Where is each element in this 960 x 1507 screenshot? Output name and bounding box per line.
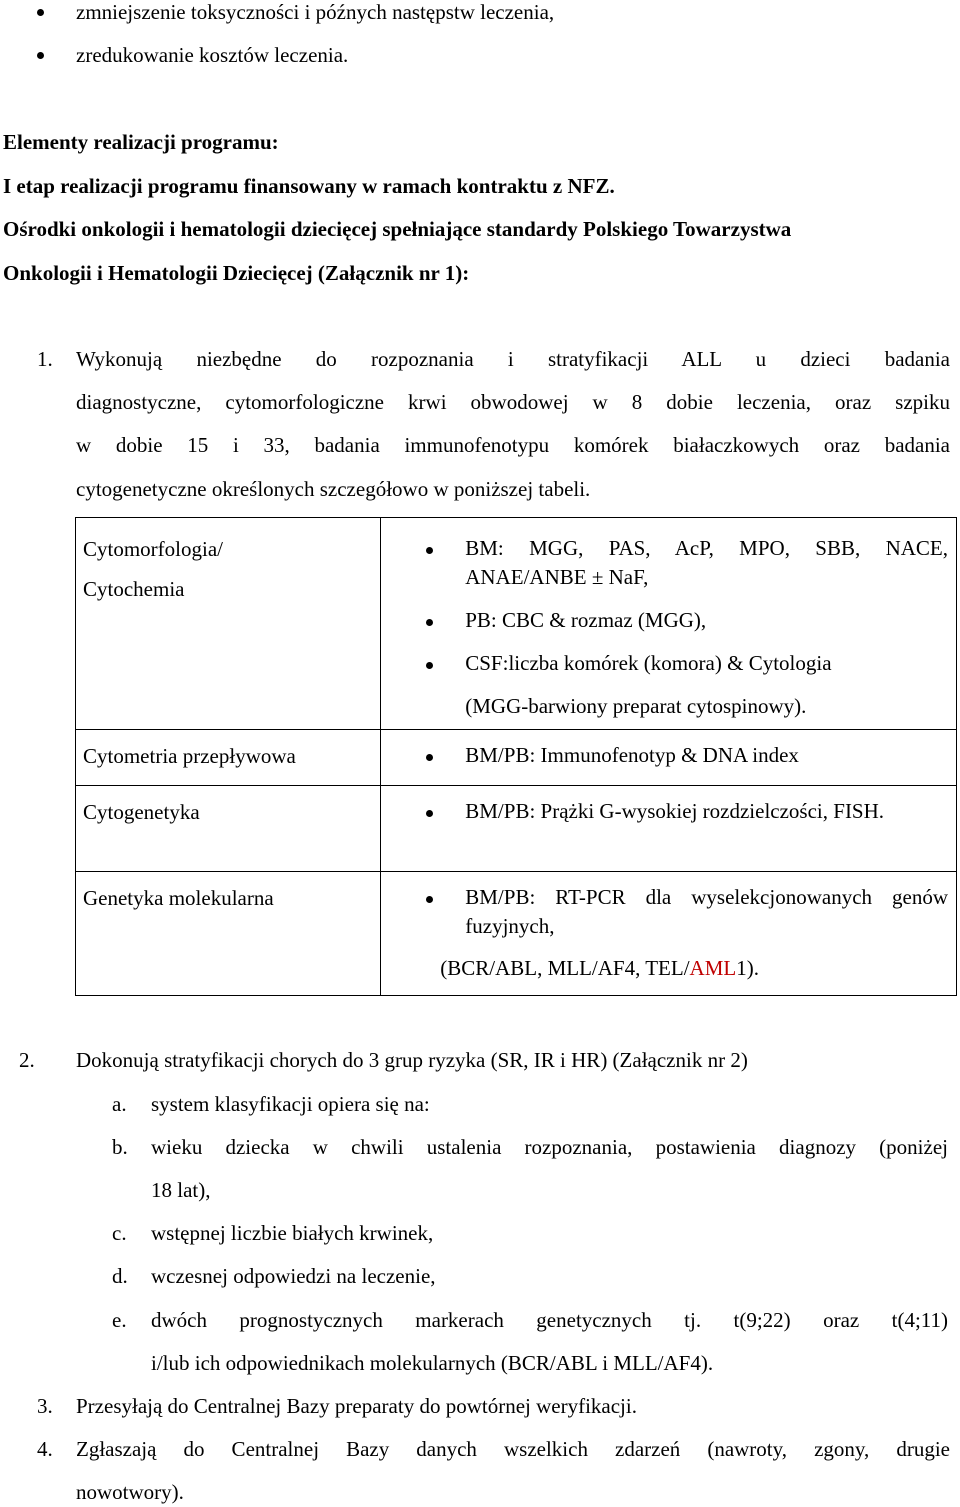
table-label: Cytochemia bbox=[83, 577, 185, 601]
table-label-cell bbox=[76, 786, 381, 872]
sub-item-text: system klasyfikacji opiera się na: bbox=[151, 1092, 430, 1116]
table-label: Cytogenetyka bbox=[83, 800, 200, 824]
stage-line: I etap realizacji programu finansowany w ramach kontraktu z NFZ. bbox=[3, 174, 615, 198]
table-label: Cytometria przepływowa bbox=[83, 744, 296, 768]
sub-item-letter: e. bbox=[112, 1308, 127, 1332]
centers-line-2: Onkologii i Hematologii Dziecięcej (Załącznik nr 1): bbox=[3, 261, 470, 285]
bullet-icon bbox=[426, 662, 433, 669]
item-1-line: w dobie 15 i 33, badania immunofenotypu komórek białaczkowych oraz badania bbox=[76, 433, 950, 457]
table-label-cell bbox=[76, 730, 381, 786]
item-4-text: Zgłaszają do Centralnej Bazy danych wszelkich zdarzeń (nawroty, zgony, drugie bbox=[76, 1437, 950, 1461]
bullet-icon bbox=[37, 9, 44, 16]
item-number: 2. bbox=[19, 1048, 35, 1072]
diagnostics-table bbox=[75, 517, 957, 996]
section-heading: Elementy realizacji programu: bbox=[3, 130, 279, 154]
item-1-line: cytogenetyczne określonych szczegółowo w poniższej tabeli. bbox=[76, 477, 591, 501]
sub-item-text: wstępnej liczbie białych krwinek, bbox=[151, 1221, 434, 1245]
list-item-text: BM: MGG, PAS, AcP, MPO, SBB, NACE, ANAE/ANBE ± NaF, bbox=[465, 536, 948, 589]
bullet-icon bbox=[426, 754, 433, 761]
sub-item-text: wczesnej odpowiedzi na leczenie, bbox=[151, 1264, 436, 1288]
table-label: Genetyka molekularna bbox=[83, 886, 274, 910]
table-row bbox=[76, 872, 957, 996]
sub-item-letter: c. bbox=[112, 1221, 127, 1245]
item-number: 3. bbox=[37, 1394, 53, 1418]
list-item-text: zmniejszenie toksyczności i późnych następstw leczenia, bbox=[76, 0, 555, 24]
item-1-line: Wykonują niezbędne do rozpoznania i stratyfikacji ALL u dzieci badania bbox=[76, 347, 950, 371]
table-label-cell bbox=[76, 518, 381, 730]
item-3-text: Przesyłają do Centralnej Bazy preparaty do powtórnej weryfikacji. bbox=[76, 1394, 637, 1418]
list-item bbox=[381, 649, 956, 678]
list-item bbox=[381, 797, 956, 826]
list-item-text: zredukowanie kosztów leczenia. bbox=[76, 43, 349, 67]
table-row bbox=[76, 730, 957, 786]
sub-item-letter: d. bbox=[112, 1264, 128, 1288]
list-item-text: 1). bbox=[736, 956, 759, 980]
bullet-icon bbox=[426, 896, 433, 903]
list-item-text: (BCR/ABL, MLL/AF4, TEL/ bbox=[440, 956, 690, 980]
table-value-cell bbox=[381, 518, 957, 730]
list-item-text: PB: CBC & rozmaz (MGG), bbox=[465, 608, 707, 632]
table-row bbox=[76, 786, 957, 872]
item-number: 4. bbox=[37, 1437, 53, 1461]
table-row bbox=[76, 518, 957, 730]
table-label: Cytomorfologia/ bbox=[83, 537, 223, 561]
list-item-text: BM/PB: RT-PCR dla wyselekcjonowanych genów fuzyjnych, bbox=[465, 885, 948, 938]
list-item bbox=[381, 883, 956, 941]
sub-item-text: i/lub ich odpowiednikach molekularnych (BCR/ABL i MLL/AF4). bbox=[151, 1351, 714, 1375]
list-item bbox=[381, 534, 956, 592]
table-value-cell bbox=[381, 872, 957, 996]
list-item-text: CSF:liczba komórek (komora) & Cytologia bbox=[465, 651, 832, 675]
bullet-icon bbox=[37, 52, 44, 59]
table-value-cell bbox=[381, 730, 957, 786]
sub-item-letter: b. bbox=[112, 1135, 128, 1159]
list-item-text: BM/PB: Immunofenotyp & DNA index bbox=[465, 743, 799, 767]
bullet-icon bbox=[426, 810, 433, 817]
list-item bbox=[381, 741, 956, 770]
sub-item-letter: a. bbox=[112, 1092, 127, 1116]
list-item-continuation bbox=[381, 692, 956, 721]
table-value-cell bbox=[381, 786, 957, 872]
list-item-text: (MGG-barwiony preparat cytospinowy). bbox=[465, 694, 807, 718]
sub-item-text: dwóch prognostycznych markerach genetycznych tj. t(9;22) oraz t(4;11) bbox=[151, 1308, 948, 1332]
sub-item-text: wieku dziecka w chwili ustalenia rozpoznania, postawienia diagnozy (poniżej bbox=[151, 1135, 948, 1159]
centers-line-1: Ośrodki onkologii i hematologii dziecięcej spełniające standardy Polskiego Towarzystwa bbox=[3, 217, 792, 241]
bullet-icon bbox=[426, 547, 433, 554]
sub-item-text: 18 lat), bbox=[151, 1178, 211, 1202]
item-2-text: Dokonują stratyfikacji chorych do 3 grup ryzyka (SR, IR i HR) (Załącznik nr 2) bbox=[76, 1048, 748, 1072]
list-item-text: BM/PB: Prążki G-wysokiej rozdzielczości, FISH. bbox=[465, 799, 885, 823]
item-number: 1. bbox=[37, 347, 53, 371]
list-item bbox=[381, 606, 956, 635]
item-4-text: nowotwory). bbox=[76, 1480, 184, 1504]
bullet-icon bbox=[426, 619, 433, 626]
highlighted-text: AML bbox=[689, 956, 737, 980]
list-item-continuation bbox=[381, 954, 956, 983]
item-1-line: diagnostyczne, cytomorfologiczne krwi obwodowej w 8 dobie leczenia, oraz szpiku bbox=[76, 390, 950, 414]
table-label-cell bbox=[76, 872, 381, 996]
